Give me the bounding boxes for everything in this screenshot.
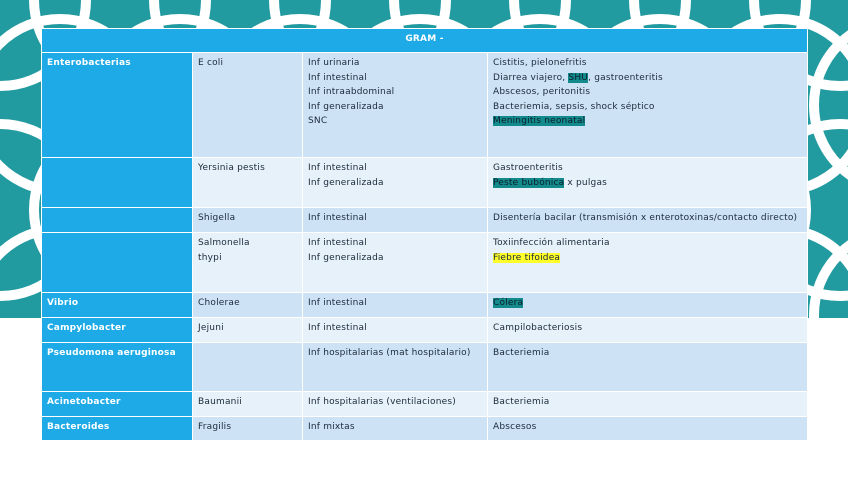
disease-cell: Disentería bacilar (transmisión x enterotoxinas/contacto directo) (488, 208, 808, 233)
table-row (42, 318, 808, 343)
species-cell: Baumanii (193, 392, 303, 417)
disease-cell: Gastroenteritis Peste bubónica x pulgas (488, 158, 808, 208)
species-cell: Shigella (193, 208, 303, 233)
highlight-teal: Peste bubónica (493, 177, 565, 188)
table-row (42, 158, 808, 208)
table-row (42, 208, 808, 233)
disease-cell: Bacteriemia (488, 343, 808, 392)
disease-cell: Campilobacteriosis (488, 318, 808, 343)
organism-cell: Pseudomona aeruginosa (42, 343, 193, 392)
highlight-teal: Cólera (493, 298, 524, 308)
infection-cell: Inf intestinal Inf generalizada (303, 158, 488, 208)
species-cell: Salmonella thypi (193, 233, 303, 293)
infection-cell: Inf intestinal (303, 208, 488, 233)
organism-cell (42, 208, 193, 233)
infection-cell: Inf urinaria Inf intestinal Inf intraabdominal Inf generalizada SNC (303, 53, 488, 158)
species-cell: Fragilis (193, 417, 303, 441)
highlight-teal: SHU (568, 72, 589, 83)
disease-cell: Abscesos (488, 417, 808, 441)
infection-cell: Inf hospitalarias (ventilaciones) (303, 392, 488, 417)
gram-negative-table (41, 28, 808, 441)
table-row (42, 392, 808, 417)
organism-cell: Bacteroides (42, 417, 193, 441)
disease-cell: Toxiinfección alimentaria Fiebre tifoidea (488, 233, 808, 293)
infection-cell: Inf intestinal (303, 293, 488, 318)
organism-cell: Vibrio (42, 293, 193, 318)
table-row (42, 343, 808, 392)
species-cell: Cholerae (193, 293, 303, 318)
infection-cell: Inf intestinal Inf generalizada (303, 233, 488, 293)
infection-cell: Inf hospitalarias (mat hospitalario) (303, 343, 488, 392)
table-row (42, 417, 808, 441)
highlight-yellow: Fiebre tifoidea (493, 252, 561, 263)
table-row (42, 293, 808, 318)
table-row (42, 53, 808, 158)
organism-cell: Acinetobacter (42, 392, 193, 417)
organism-cell (42, 158, 193, 208)
table-row (42, 233, 808, 293)
disease-cell: Cistitis, pielonefritis Diarrea viajero, SHU, gastroenteritis Abscesos, peritonitis Bacteriemia, sepsis, shock séptico Meningitis neonatal (488, 53, 808, 158)
infection-cell: Inf mixtas (303, 417, 488, 441)
organism-cell: Enterobacterias (42, 53, 193, 158)
organism-cell: Campylobacter (42, 318, 193, 343)
species-cell: Yersinia pestis (193, 158, 303, 208)
disease-cell: Bacteriemia (488, 392, 808, 417)
disease-cell (488, 293, 808, 318)
infection-cell: Inf intestinal (303, 318, 488, 343)
species-cell (193, 343, 303, 392)
organism-cell (42, 233, 193, 293)
highlight-teal: Meningitis neonatal (493, 116, 586, 126)
species-cell: Jejuni (193, 318, 303, 343)
species-cell: E coli (193, 53, 303, 158)
table-header: GRAM - (42, 29, 808, 53)
